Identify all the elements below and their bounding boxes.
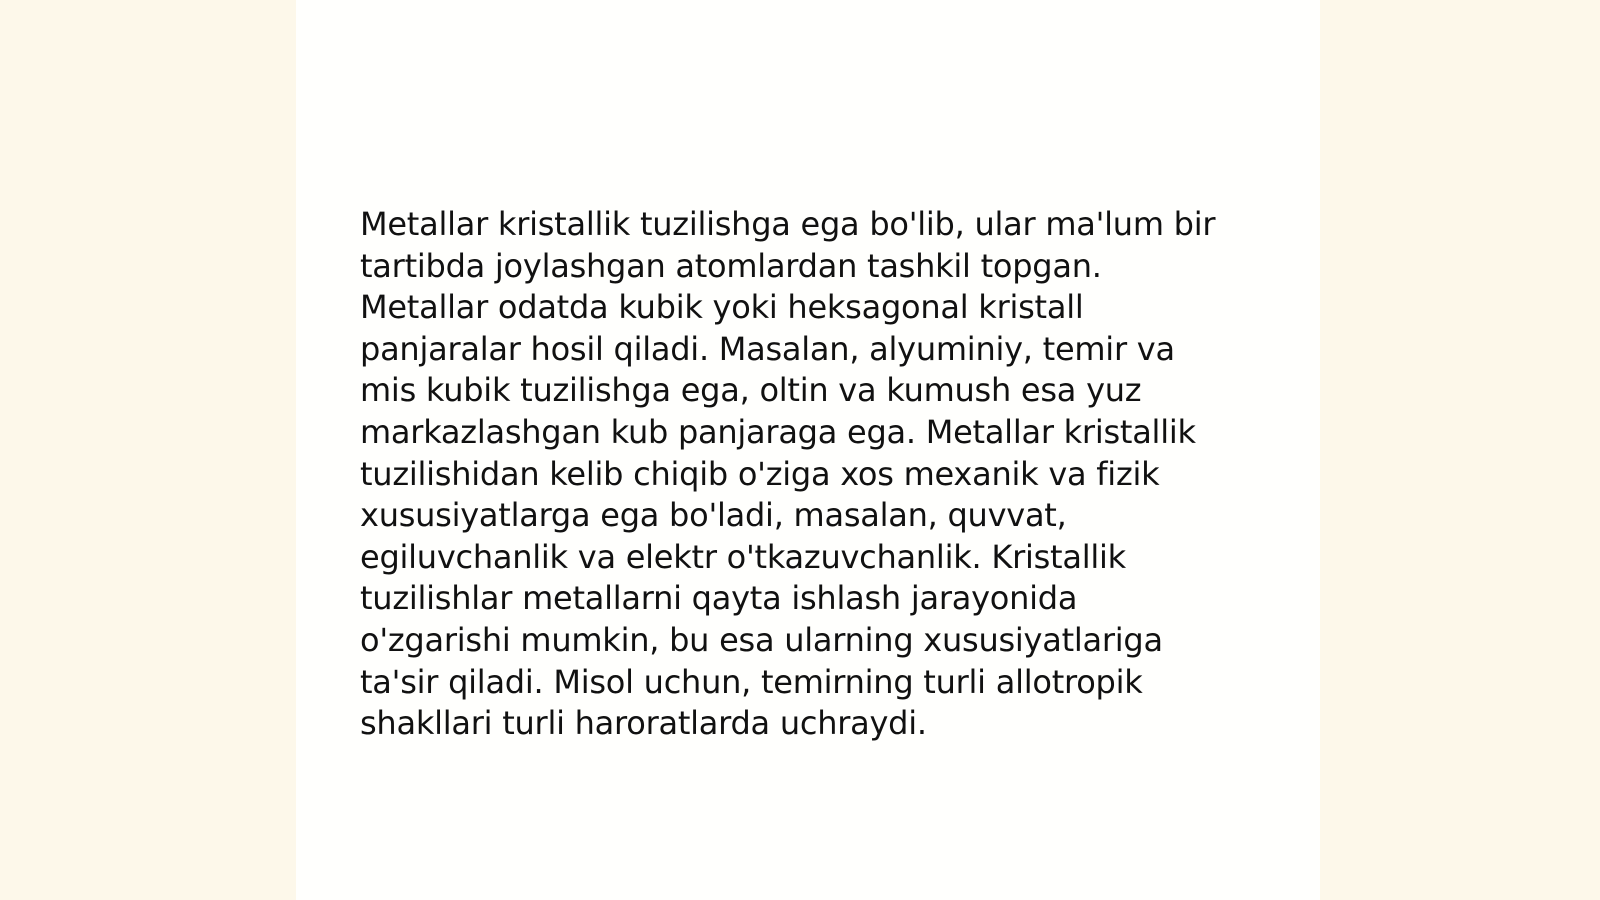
paragraph-line: tuzilishlar metallarni qayta ishlash jarayonida [360, 579, 1078, 618]
paragraph-line: tartibda joylashgan atomlardan tashkil topgan. [360, 246, 1102, 285]
paragraph-line: markazlashgan kub panjaraga ega. Metallar kristallik [360, 412, 1196, 451]
paragraph-line: ta'sir qiladi. Misol uchun, temirning turli allotropik [360, 662, 1143, 701]
paragraph-line: shakllari turli haroratlarda uchraydi. [360, 704, 927, 743]
paragraph-line: tuzilishidan kelib chiqib o'ziga xos mexanik va fizik [360, 454, 1160, 493]
document-page [296, 0, 1320, 900]
paragraph-line: Metallar kristallik tuzilishga ega bo'lib, ular ma'lum bir [360, 205, 1216, 243]
paragraph-line: mis kubik tuzilishga ega, oltin va kumush esa yuz [360, 371, 1142, 410]
paragraph-line: o'zgarishi mumkin, bu esa ularning xususiyatlariga [360, 620, 1163, 659]
paragraph-line: Metallar odatda kubik yoki heksagonal kristall [360, 288, 1084, 327]
paragraph-line: egiluvchanlik va elektr o'tkazuvchanlik. Kristallik [360, 537, 1126, 576]
paragraph-line: panjaralar hosil qiladi. Masalan, alyuminiy, temir va [360, 329, 1175, 368]
body-paragraph [360, 204, 1240, 745]
paragraph-line: xususiyatlarga ega bo'ladi, masalan, quvvat, [360, 496, 1067, 535]
